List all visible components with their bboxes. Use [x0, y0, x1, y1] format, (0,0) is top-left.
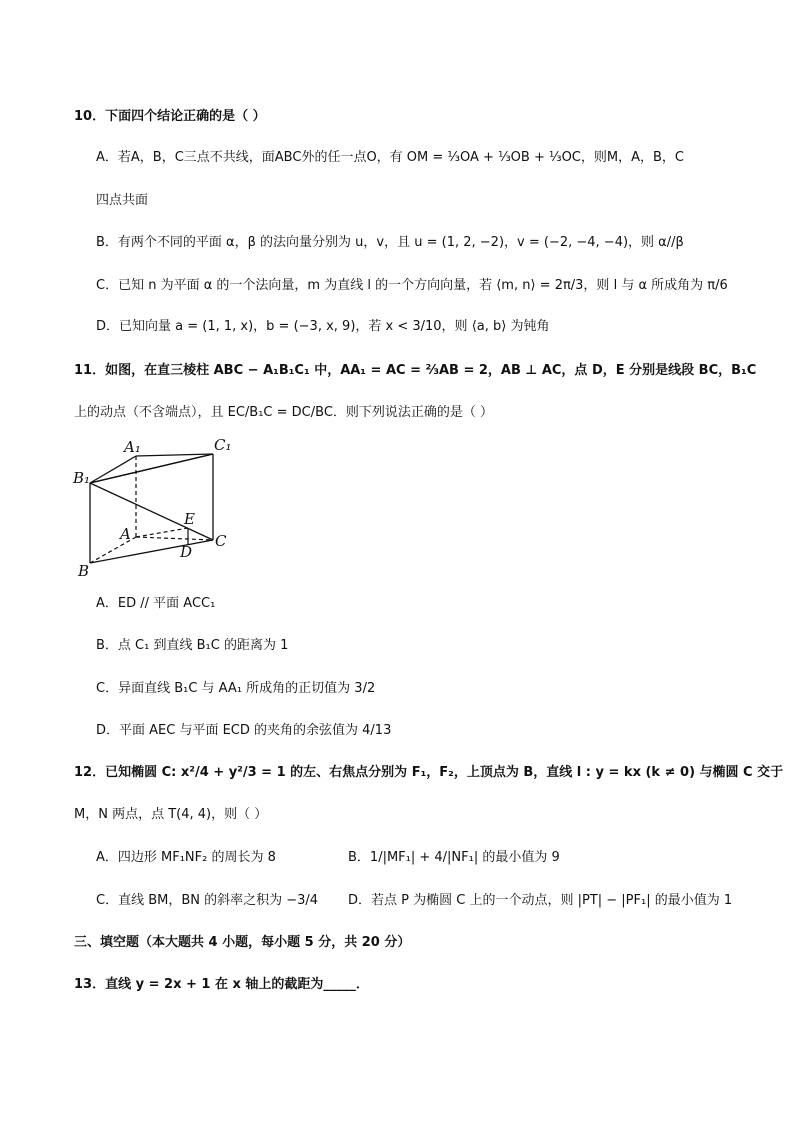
- segment-ae-hidden: [136, 528, 188, 537]
- prism-diagram: [72, 436, 242, 578]
- q11-stem: 11．如图，在直三棱柱 ABC − A₁B₁C₁ 中，AA₁ = AC = ⅔AB = 2，AB ⊥ AC，点 D，E 分别是线段 BC，B₁C: [74, 363, 757, 378]
- label-b1: B₁: [73, 469, 91, 487]
- q10-option-c: C．已知 n 为平面 α 的一个法向量，m 为直线 l 的一个方向向量，若 ⟨m, n⟩ = 2π/3，则 l 与 α 所成角为 π/6: [96, 278, 728, 293]
- q10-option-b: B．有两个不同的平面 α，β 的法向量分别为 u，v，且 u = (1, 2, −2)，v = (−2, −4, −4)，则 α//β: [96, 235, 684, 250]
- q12-stem: 12．已知椭圆 C: x²/4 + y²/3 = 1 的左、右焦点分别为 F₁，F₂，上顶点为 B，直线 l : y = kx (k ≠ 0) 与椭圆 C 交于: [74, 765, 784, 780]
- edge-a1c1: [136, 454, 213, 456]
- edge-b1c1-b: [90, 454, 213, 483]
- edge-b1a1: [90, 456, 136, 483]
- label-c1: C₁: [214, 436, 232, 454]
- q11-option-b: B．点 C₁ 到直线 B₁C 的距离为 1: [96, 638, 289, 653]
- q11-option-a: A．ED // 平面 ACC₁: [96, 596, 216, 611]
- q12-option-a: A．四边形 MF₁NF₂ 的周长为 8: [96, 850, 276, 865]
- q12-option-d: D．若点 P 为椭圆 C 上的一个动点，则 |PT| − |PF₁| 的最小值为 1: [348, 893, 733, 908]
- label-d: D: [180, 543, 193, 561]
- q11-stem-cont: 上的动点（不含端点），且 EC/B₁C = DC/BC．则下列说法正确的是（ ）: [74, 405, 494, 420]
- edge-ac-hidden: [136, 537, 213, 540]
- q10-option-d: D．已知向量 a = (1, 1, x)，b = (−3, x, 9)，若 x < 3/10，则 ⟨a, b⟩ 为钝角: [96, 319, 550, 334]
- label-a1: A₁: [124, 438, 141, 456]
- q11-option-d: D．平面 AEC 与平面 ECD 的夹角的余弦值为 4/13: [96, 723, 392, 738]
- q10-option-a-cont: 四点共面: [96, 193, 149, 208]
- prism-figure: [72, 436, 242, 578]
- section-3-heading: 三、填空题（本大题共 4 小题，每小题 5 分，共 20 分）: [74, 935, 411, 950]
- label-e: E: [184, 510, 195, 528]
- q12-option-b: B．1/|MF₁| + 4/|NF₁| 的最小值为 9: [348, 850, 560, 865]
- q12-option-c: C．直线 BM，BN 的斜率之积为 −3/4: [96, 893, 319, 908]
- label-c: C: [215, 532, 227, 550]
- label-a: A: [120, 525, 131, 543]
- q13-stem: 13．直线 y = 2x + 1 在 x 轴上的截距为_____．: [74, 977, 369, 992]
- q12-stem-cont: M，N 两点，点 T(4, 4)，则（ ）: [74, 807, 268, 822]
- q10-option-a: A．若A，B，C三点不共线，面ABC外的任一点O，有 OM = ⅓OA + ⅓OB + ⅓OC，则M，A，B，C: [96, 150, 684, 165]
- q10-stem: 10．下面四个结论正确的是（ ）: [74, 109, 266, 124]
- q11-option-c: C．异面直线 B₁C 与 AA₁ 所成角的正切值为 3/2: [96, 681, 376, 696]
- edge-bc: [90, 540, 213, 563]
- label-b: B: [78, 562, 90, 578]
